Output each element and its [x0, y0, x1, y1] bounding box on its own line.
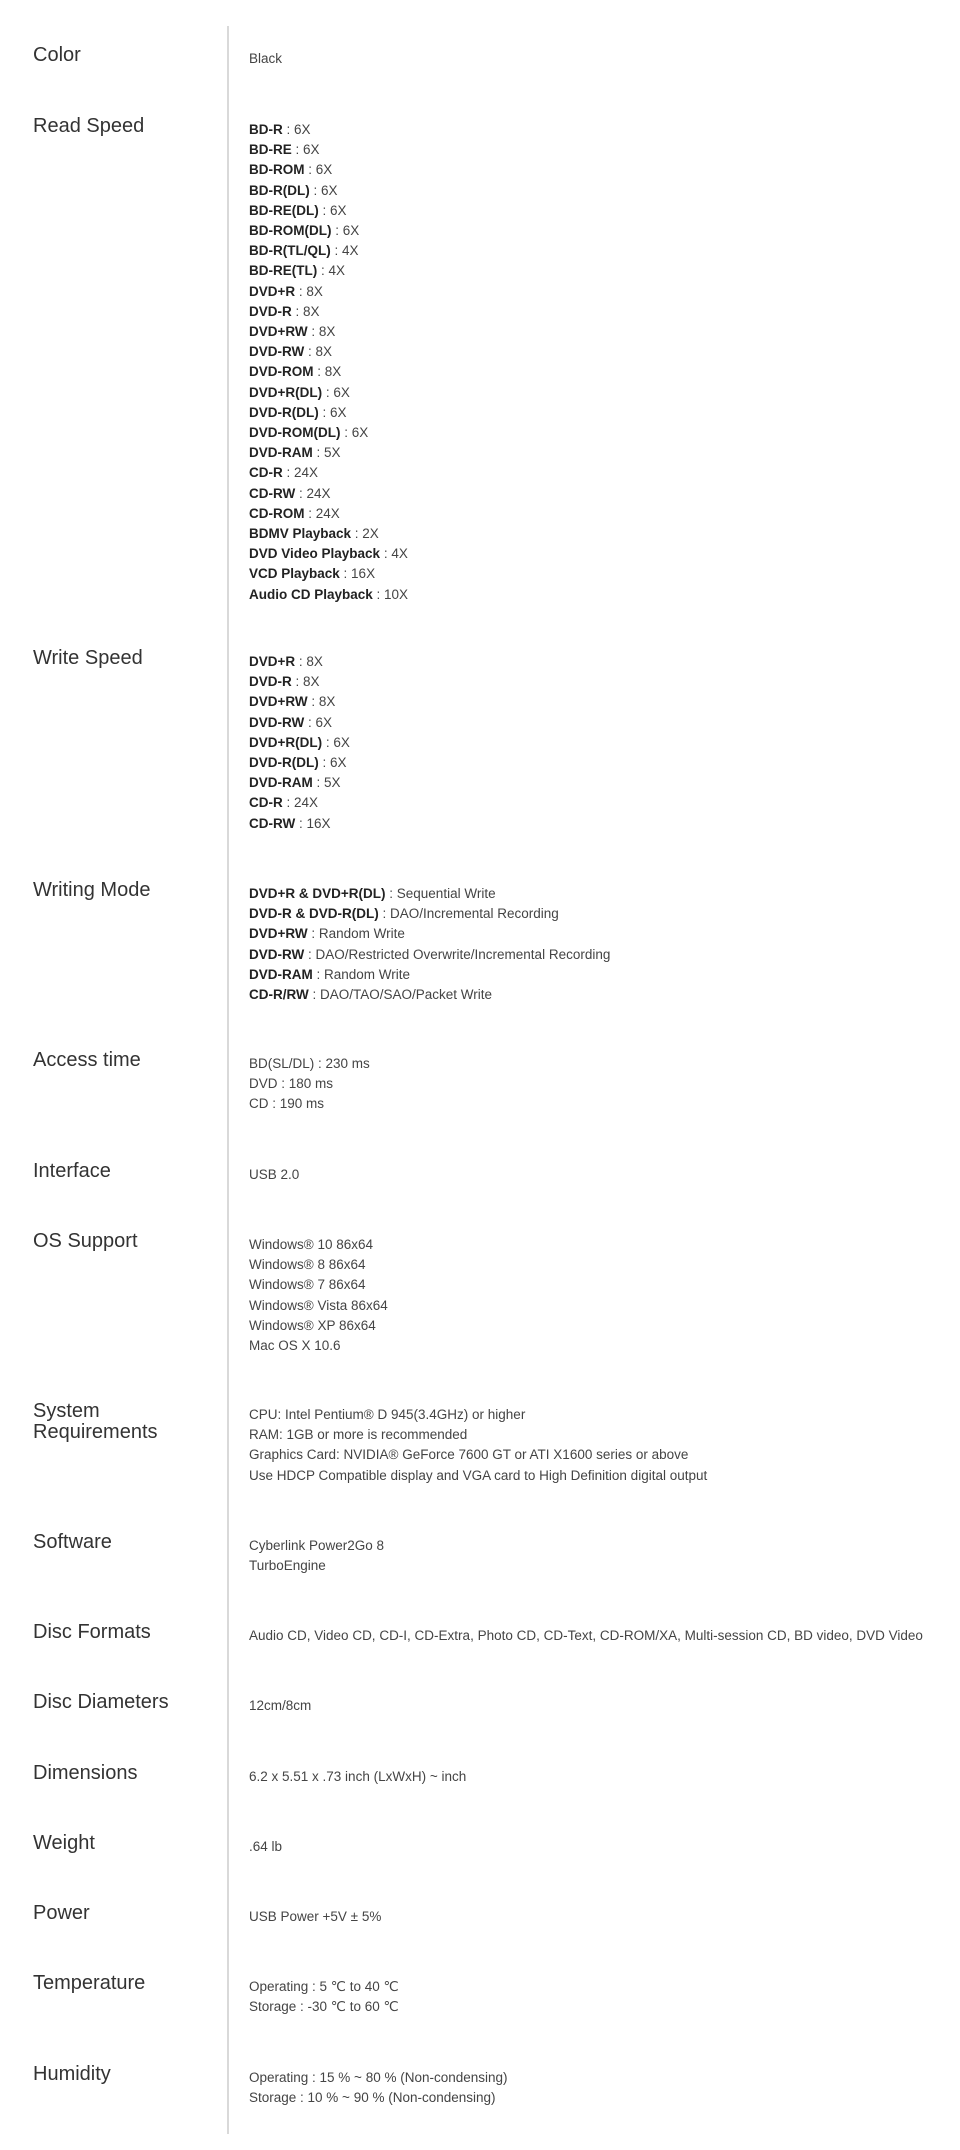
spec-value: RAM: 1GB or more is recommended [249, 1427, 468, 1443]
spec-key: DVD+RW [249, 324, 308, 340]
spec-value: : 6X [304, 714, 333, 730]
spec-value: : DAO/TAO/SAO/Packet Write [308, 987, 493, 1003]
spec-line [249, 261, 949, 281]
spec-value: : 6X [340, 425, 369, 441]
spec-line [249, 403, 949, 423]
spec-line [249, 1054, 949, 1074]
spec-value: Windows® 7 86x64 [249, 1277, 366, 1293]
spec-label: Disc Diameters [33, 1691, 169, 1713]
spec-line [249, 1255, 949, 1275]
spec-key: DVD+R(DL) [249, 384, 323, 400]
spec-value: : 6X [331, 223, 360, 239]
spec-value: : 8X [291, 303, 320, 319]
spec-value: : 8X [295, 283, 323, 299]
spec-key: DVD+R(DL) [249, 734, 323, 750]
spec-value: : Sequential Write [385, 886, 496, 901]
spec-value: : 8X [295, 654, 323, 669]
spec-line [249, 884, 949, 904]
spec-value: Windows® 8 86x64 [249, 1257, 366, 1273]
spec-value: .64 lb [249, 1839, 283, 1854]
spec-values [249, 2068, 949, 2108]
spec-values [249, 652, 949, 834]
spec-line [249, 672, 949, 692]
spec-line [249, 1165, 949, 1185]
spec-values [249, 884, 949, 1005]
spec-line [249, 362, 949, 382]
spec-value: : 5X [312, 445, 341, 461]
spec-key: BD-R(DL) [249, 182, 310, 198]
spec-label: System Requirements [33, 1400, 158, 1443]
spec-value: BD(SL/DL) : 230 ms [249, 1056, 370, 1071]
spec-key: DVD+R [249, 654, 296, 669]
spec-value: : 6X [318, 755, 347, 771]
spec-line [249, 652, 949, 672]
spec-line [249, 1997, 949, 2017]
spec-line [249, 181, 949, 201]
spec-line [249, 985, 949, 1005]
spec-line [249, 1445, 949, 1465]
spec-line [249, 241, 949, 261]
spec-label: Software [33, 1531, 112, 1553]
spec-line [249, 1837, 949, 1857]
spec-value: : 24X [282, 465, 319, 481]
spec-key: CD-R/RW [249, 987, 309, 1003]
spec-value: : 24X [304, 505, 340, 521]
spec-key: DVD-R(DL) [249, 755, 319, 771]
spec-line [249, 1336, 949, 1356]
spec-key: CD-RW [249, 815, 296, 831]
spec-key: BD-R(TL/QL) [249, 243, 331, 259]
spec-line [249, 585, 949, 605]
spec-key: Audio CD Playback [249, 586, 373, 602]
spec-line [249, 1316, 949, 1336]
spec-key: DVD-RW [249, 344, 305, 360]
spec-value: : DAO/Restricted Overwrite/Incremental Recording [304, 946, 611, 962]
spec-value: : 4X [330, 243, 359, 259]
spec-line [249, 322, 949, 342]
spec-value: USB Power +5V ± 5% [249, 1909, 382, 1924]
spec-value: CD : 190 ms [249, 1096, 325, 1112]
spec-value: Operating : 15 % ~ 80 % (Non-condensing) [249, 2070, 508, 2085]
spec-value: : 6X [322, 384, 350, 400]
spec-value: : Random Write [312, 966, 411, 982]
spec-value: Mac OS X 10.6 [249, 1338, 341, 1354]
spec-value: : 6X [291, 142, 320, 158]
spec-values [249, 1054, 949, 1115]
spec-line [249, 1536, 949, 1556]
spec-value: Storage : 10 % ~ 90 % (Non-condensing) [249, 2090, 496, 2106]
spec-key: BD-ROM(DL) [249, 223, 332, 239]
spec-value: 12cm/8cm [249, 1698, 312, 1713]
spec-value: : 6X [322, 734, 350, 750]
spec-values [249, 120, 949, 605]
spec-value: : 4X [380, 546, 408, 562]
spec-label: Access time [33, 1049, 141, 1071]
spec-line [249, 965, 949, 985]
spec-values [249, 1626, 949, 1646]
spec-key: CD-ROM [249, 505, 305, 521]
spec-key: DVD+RW [249, 694, 308, 710]
spec-line [249, 221, 949, 241]
spec-value: : 6X [282, 122, 311, 137]
spec-values [249, 1165, 949, 1185]
spec-key: DVD-RW [249, 714, 305, 730]
spec-values [249, 1907, 949, 1927]
spec-key: CD-RW [249, 485, 296, 501]
spec-values [249, 1837, 949, 1857]
spec-line [249, 49, 949, 69]
spec-line [249, 1425, 949, 1445]
spec-line [249, 1466, 949, 1486]
spec-key: DVD-R [249, 303, 292, 319]
spec-line [249, 484, 949, 504]
spec-value: : 5X [312, 775, 341, 791]
spec-value: Windows® Vista 86x64 [249, 1297, 388, 1313]
spec-label: Read Speed [33, 115, 145, 137]
spec-value: : 4X [317, 263, 345, 279]
spec-line [249, 1977, 949, 1997]
spec-line [249, 140, 949, 160]
spec-value: USB 2.0 [249, 1167, 300, 1182]
spec-line [249, 1235, 949, 1255]
spec-line [249, 423, 949, 443]
spec-line [249, 945, 949, 965]
spec-label: Weight [33, 1832, 95, 1854]
spec-value: Graphics Card: NVIDIA® GeForce 7600 GT or ATI X1600 series or above [249, 1447, 689, 1463]
spec-value: Use HDCP Compatible display and VGA card to High Definition digital output [249, 1467, 708, 1483]
spec-key: DVD Video Playback [249, 546, 381, 562]
spec-line [249, 564, 949, 584]
spec-line [249, 1696, 949, 1716]
spec-value: : 2X [351, 526, 379, 542]
spec-value: Storage : -30 ℃ to 60 ℃ [249, 1999, 399, 2015]
spec-value: : Random Write [307, 926, 405, 942]
spec-value: Windows® XP 86x64 [249, 1317, 376, 1333]
spec-line [249, 1074, 949, 1094]
spec-value: : 6X [304, 162, 333, 178]
spec-line [249, 544, 949, 564]
spec-key: DVD+R [249, 283, 296, 299]
spec-value: Black [249, 51, 283, 66]
spec-label: Humidity [33, 2063, 111, 2085]
spec-value: Operating : 5 ℃ to 40 ℃ [249, 1979, 399, 1994]
spec-line [249, 1767, 949, 1787]
spec-value: : 24X [295, 485, 331, 501]
spec-line [249, 1094, 949, 1114]
spec-key: DVD+R & DVD+R(DL) [249, 886, 386, 901]
spec-line [249, 1275, 949, 1295]
spec-line [249, 692, 949, 712]
spec-label: OS Support [33, 1230, 138, 1252]
spec-key: BD-R [249, 122, 283, 137]
spec-key: BDMV Playback [249, 526, 352, 542]
spec-line [249, 1405, 949, 1425]
spec-line [249, 201, 949, 221]
spec-line [249, 753, 949, 773]
spec-label: Power [33, 1902, 90, 1924]
spec-value: : 16X [295, 815, 331, 831]
spec-key: DVD-R & DVD-R(DL) [249, 906, 379, 922]
spec-line [249, 1296, 949, 1316]
spec-line [249, 814, 949, 834]
spec-values [249, 1536, 949, 1576]
spec-line [249, 342, 949, 362]
column-divider [227, 26, 229, 2134]
spec-key: VCD Playback [249, 566, 340, 582]
spec-key: BD-RE(DL) [249, 202, 319, 218]
spec-key: DVD-RAM [249, 445, 313, 461]
spec-value: : 8X [291, 674, 320, 690]
spec-key: DVD-R(DL) [249, 404, 319, 420]
spec-key: DVD-ROM [249, 364, 314, 380]
spec-values [249, 49, 949, 69]
spec-line [249, 2068, 949, 2088]
spec-line [249, 302, 949, 322]
spec-values [249, 1977, 949, 2017]
spec-line [249, 504, 949, 524]
spec-label: Temperature [33, 1972, 146, 1994]
spec-value: Audio CD, Video CD, CD-I, CD-Extra, Photo CD, CD-Text, CD-ROM/XA, Multi-session CD, BD video, DVD Video [249, 1628, 923, 1643]
spec-label: Write Speed [33, 647, 143, 669]
spec-line [249, 713, 949, 733]
spec-line [249, 733, 949, 753]
spec-line [249, 463, 949, 483]
spec-key: DVD-RAM [249, 966, 313, 982]
spec-line [249, 773, 949, 793]
spec-value: : 6X [318, 202, 347, 218]
spec-label: Interface [33, 1160, 111, 1182]
spec-value: : 6X [309, 182, 338, 198]
spec-key: DVD-RW [249, 946, 305, 962]
spec-key: DVD-R [249, 674, 292, 690]
spec-value: : 6X [318, 404, 347, 420]
spec-value: 6.2 x 5.51 x .73 inch (LxWxH) ~ inch [249, 1769, 467, 1784]
spec-value: : DAO/Incremental Recording [378, 906, 559, 922]
spec-line [249, 1556, 949, 1576]
spec-value: Windows® 10 86x64 [249, 1237, 374, 1252]
spec-value: Cyberlink Power2Go 8 [249, 1538, 385, 1553]
spec-value: : 8X [307, 694, 336, 710]
spec-line [249, 2088, 949, 2108]
spec-value: : 8X [313, 364, 342, 380]
spec-line [249, 383, 949, 403]
spec-label: Writing Mode [33, 879, 151, 901]
spec-line [249, 443, 949, 463]
spec-label: Disc Formats [33, 1621, 151, 1643]
spec-value: : 8X [307, 324, 336, 340]
spec-line [249, 793, 949, 813]
spec-key: DVD-ROM(DL) [249, 425, 341, 441]
spec-line [249, 1907, 949, 1927]
spec-values [249, 1767, 949, 1787]
spec-label: Dimensions [33, 1762, 138, 1784]
spec-value: TurboEngine [249, 1558, 326, 1574]
spec-value: : 24X [282, 795, 319, 811]
spec-value: : 10X [372, 586, 409, 602]
spec-line [249, 120, 949, 140]
spec-values [249, 1405, 949, 1486]
spec-value: DVD : 180 ms [249, 1076, 334, 1092]
spec-key: DVD+RW [249, 926, 308, 942]
spec-value: : 16X [339, 566, 376, 582]
spec-value: CPU: Intel Pentium® D 945(3.4GHz) or higher [249, 1407, 526, 1422]
spec-values [249, 1696, 949, 1716]
spec-key: CD-R [249, 465, 283, 481]
spec-key: BD-RE(TL) [249, 263, 318, 279]
spec-line [249, 160, 949, 180]
spec-key: BD-RE [249, 142, 292, 158]
spec-key: BD-ROM [249, 162, 305, 178]
spec-line [249, 924, 949, 944]
spec-line [249, 1626, 949, 1646]
spec-line [249, 524, 949, 544]
spec-values [249, 1235, 949, 1356]
spec-line [249, 904, 949, 924]
spec-key: DVD-RAM [249, 775, 313, 791]
spec-key: CD-R [249, 795, 283, 811]
spec-value: : 8X [304, 344, 333, 360]
spec-label: Color [33, 44, 81, 66]
spec-line [249, 282, 949, 302]
